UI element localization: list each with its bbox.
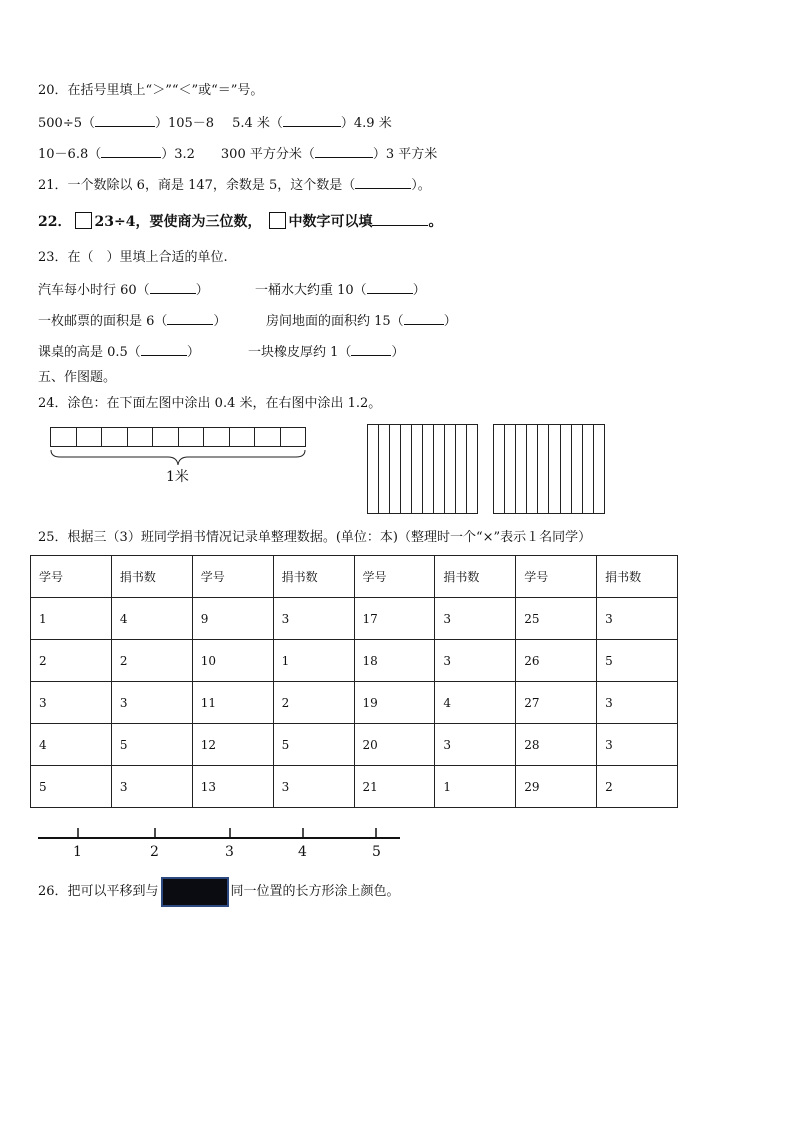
grid-strip[interactable] [412,425,423,513]
q20-row1 [38,114,392,133]
table-cell: 29 [516,766,597,808]
q23-item-text: 一枚邮票的面积是 6（ [38,314,168,329]
q21-text: 21．一个数除以 6，商是 147，余数是 5，这个数是（ [38,178,356,193]
column-header: 捐书数 [273,556,354,598]
answer-blank[interactable] [315,145,373,158]
q23-item-text: 房间地面的面积约 15（ [266,314,404,329]
bar-segment[interactable] [77,428,103,446]
q23-item [255,281,426,300]
column-header: 学号 [192,556,273,598]
table-cell: 3 [111,682,192,724]
table-cell: 13 [192,766,273,808]
table-cell: 26 [516,640,597,682]
answer-blank[interactable] [367,281,413,294]
table-cell: 20 [354,724,435,766]
table-cell: 4 [31,724,112,766]
table-cell: 3 [273,598,354,640]
grid-strip[interactable] [516,425,527,513]
table-cell: 3 [435,598,516,640]
table-cell: 2 [597,766,678,808]
table-cell: 5 [31,766,112,808]
q23-item-end: ） [195,283,209,298]
axis-tick-label: 5 [372,844,381,860]
grid-strip[interactable] [390,425,401,513]
q26-line [38,876,400,908]
table-cell: 28 [516,724,597,766]
column-header: 学号 [31,556,112,598]
table-cell: 17 [354,598,435,640]
grid-strip[interactable] [379,425,390,513]
number-axis [38,822,402,846]
table-row [31,766,678,808]
q20-row2-b-end: ）3 平方米 [372,147,438,162]
q22-tail: 。 [428,214,443,230]
grid-strip[interactable] [467,425,477,513]
answer-blank[interactable] [95,114,155,127]
q23-item-end: ） [186,345,200,360]
q23-title: 23．在（ ）里填上合适的单位. [38,250,228,265]
q23-item-text: 一桶水大约重 10（ [255,283,367,298]
table-row [31,598,678,640]
q22-mid-text: 23÷4，要使商为三位数， [94,214,262,230]
grid-strip[interactable] [368,425,379,513]
section-title: 五、作图题。 [38,370,117,385]
column-header: 学号 [354,556,435,598]
grid-strip[interactable] [594,425,604,513]
ten-strip-grid-right[interactable] [493,424,605,514]
ten-strip-grid-left[interactable] [367,424,478,514]
table-row [31,724,678,766]
table-cell: 4 [111,598,192,640]
answer-blank[interactable] [101,145,161,158]
q23-item-end: ） [412,283,426,298]
q23-item [38,343,200,362]
grid-strip[interactable] [445,425,456,513]
column-header: 捐书数 [435,556,516,598]
q20-title: 20．在括号里填上“＞”“＜”或“＝”号。 [38,83,264,98]
q20-row2-b-text: 300 平方分米（ [220,147,315,162]
q20-row2 [38,145,437,164]
column-header: 学号 [516,556,597,598]
q23-item-end: ） [391,345,405,360]
table-cell: 2 [31,640,112,682]
grid-strip[interactable] [423,425,434,513]
answer-blank[interactable] [283,114,341,127]
answer-blank[interactable] [351,343,391,356]
q22-number: 22． [38,214,72,230]
bar-segment[interactable] [204,428,230,446]
q23-item [248,343,404,362]
q23-item-end: ） [443,314,457,329]
bar-segment[interactable] [281,428,306,446]
axis-tick-label: 3 [225,844,234,860]
table-cell: 21 [354,766,435,808]
table-cell: 3 [597,598,678,640]
axis-tick-label: 4 [298,844,307,860]
answer-blank[interactable] [355,176,411,189]
table-row [31,682,678,724]
donation-table [30,555,678,808]
table-cell: 25 [516,598,597,640]
table-cell: 18 [354,640,435,682]
q23-item-end: ） [213,314,227,329]
q23-item [38,312,226,331]
q20-row2-a-text: 10－6.8（ [38,147,102,162]
q23-item-text: 汽车每小时行 60（ [38,283,150,298]
axis-tick-label: 1 [73,844,82,860]
table-cell: 3 [597,682,678,724]
table-cell: 5 [597,640,678,682]
q21-end: ）。 [411,178,431,193]
q23-item [38,281,209,300]
table-cell: 9 [192,598,273,640]
brace-icon [50,449,308,467]
bar-segment[interactable] [102,428,128,446]
bar-length-label: 1米 [166,469,189,485]
axis-tick-label: 2 [150,844,159,860]
table-cell: 1 [31,598,112,640]
table-cell: 10 [192,640,273,682]
answer-blank[interactable] [141,343,187,356]
bar-segment[interactable] [51,428,77,446]
grid-strip[interactable] [527,425,538,513]
grid-strip[interactable] [572,425,583,513]
column-header: 捐书数 [111,556,192,598]
q23-item [266,312,457,331]
column-header: 捐书数 [597,556,678,598]
q26-text: 26．把可以平移到与 [38,884,159,899]
q25-text: 25．根据三（3）班同学捐书情况记录单整理数据。(单位：本)（整理时一个“×”表示１名同学） [38,530,592,545]
table-cell: 3 [435,640,516,682]
grid-strip[interactable] [583,425,594,513]
one-meter-bar[interactable] [50,427,306,447]
bar-segment[interactable] [128,428,154,446]
table-cell: 1 [435,766,516,808]
q26-end: 同一位置的长方形涂上颜色。 [230,884,400,899]
table-header-row [31,556,678,598]
table-cell: 11 [192,682,273,724]
table-cell: 2 [273,682,354,724]
table-cell: 3 [435,724,516,766]
q23-item-text: 课桌的高是 0.5（ [38,345,141,360]
grid-strip[interactable] [434,425,445,513]
bar-segment[interactable] [230,428,256,446]
table-cell: 4 [435,682,516,724]
q20-row1-a-end: ）105－8 [154,116,215,131]
grid-strip[interactable] [549,425,560,513]
q20-row1-a-text: 500÷5（ [38,116,95,131]
answer-blank[interactable] [372,213,428,226]
answer-blank[interactable] [404,312,444,325]
digit-box[interactable] [269,212,286,229]
grid-strip[interactable] [538,425,549,513]
q20-row1-b-text: 5.4 米（ [232,116,283,131]
q21-line [38,176,431,195]
table-cell: 2 [111,640,192,682]
q22-line [38,212,442,231]
table-cell: 3 [111,766,192,808]
grid-strip[interactable] [494,425,505,513]
table-cell: 19 [354,682,435,724]
table-row [31,640,678,682]
bar-segment[interactable] [179,428,205,446]
bar-segment[interactable] [153,428,179,446]
table-cell: 3 [273,766,354,808]
digit-box[interactable] [75,212,92,229]
q23-item-text: 一块橡皮厚约 1（ [248,345,352,360]
q22-end-text: 中数字可以填 [288,214,373,230]
q20-row1-b-end: ）4.9 米 [340,116,392,131]
table-cell: 12 [192,724,273,766]
grid-strip[interactable] [505,425,516,513]
answer-blank[interactable] [150,281,196,294]
table-cell: 3 [597,724,678,766]
bar-segment[interactable] [255,428,281,446]
q24-text: 24．涂色：在下面左图中涂出 0.4 米，在右图中涂出 1.2。 [38,396,382,411]
grid-strip[interactable] [456,425,467,513]
target-rectangle [161,877,229,907]
table-cell: 1 [273,640,354,682]
q20-row2-a-end: ）3.2 [161,147,195,162]
grid-strip[interactable] [401,425,412,513]
answer-blank[interactable] [167,312,213,325]
table-cell: 3 [31,682,112,724]
table-cell: 5 [111,724,192,766]
grid-strip[interactable] [561,425,572,513]
table-cell: 5 [273,724,354,766]
table-cell: 27 [516,682,597,724]
